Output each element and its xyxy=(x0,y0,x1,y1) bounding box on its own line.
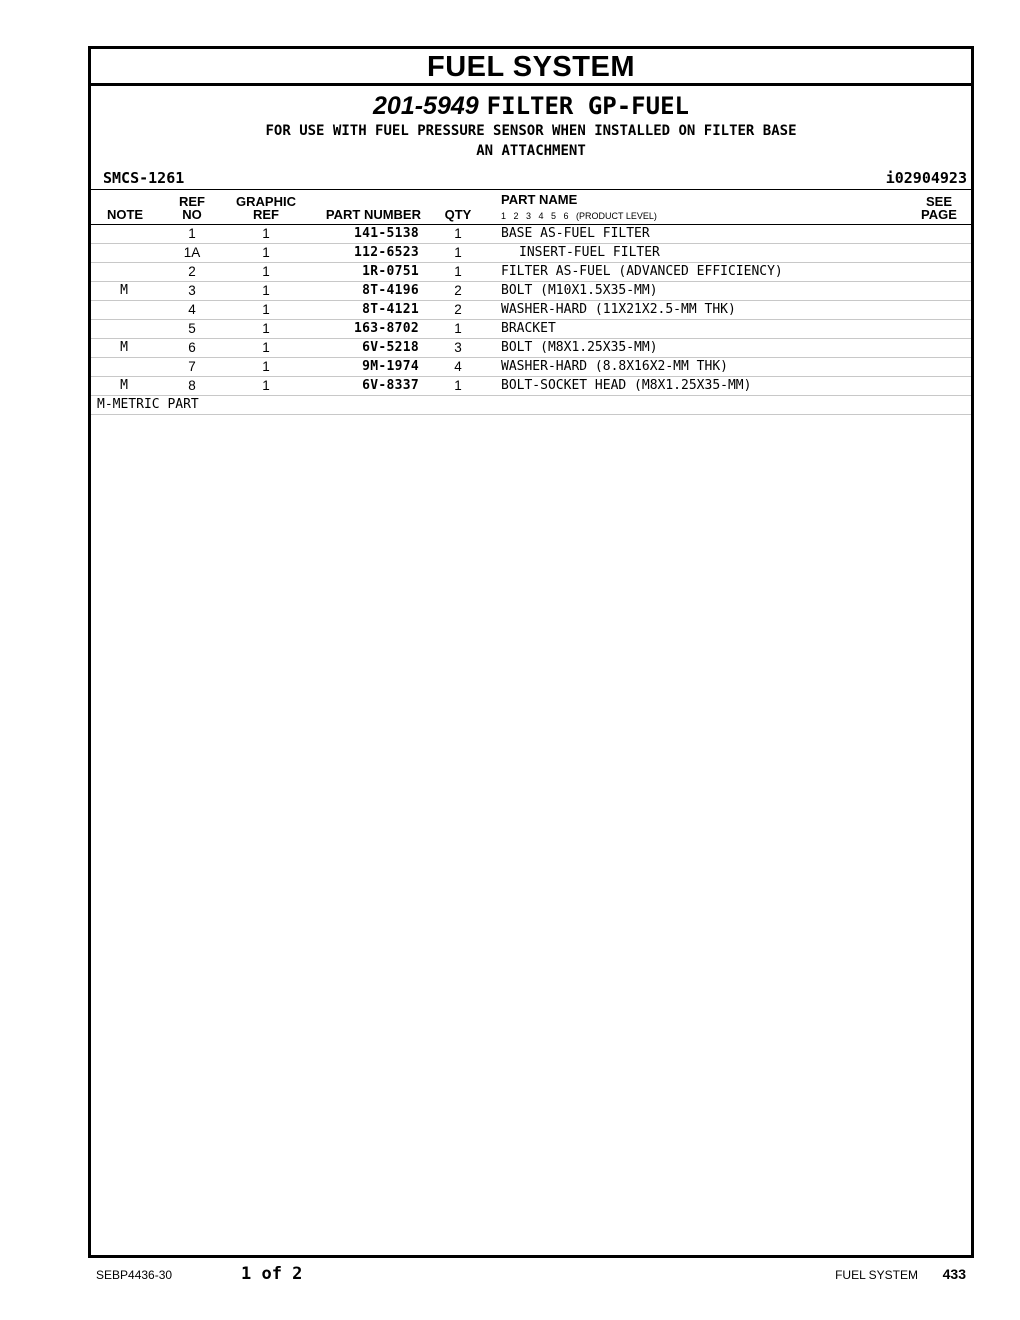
col-see-page-top: SEE xyxy=(925,194,952,209)
row-part-name: BOLT (M8X1.25X35-MM) xyxy=(501,340,658,355)
row-part-number: 8T-4121 xyxy=(362,302,419,317)
row-graphic-ref: 1 xyxy=(262,302,270,317)
table-row xyxy=(91,320,971,339)
row-part-number: 6V-8337 xyxy=(362,378,419,393)
row-part-number: 112-6523 xyxy=(353,245,419,260)
footer-section: FUEL SYSTEM xyxy=(835,1268,918,1282)
row-part-name: WASHER-HARD (8.8X16X2-MM THK) xyxy=(501,359,728,374)
col-part-name: PART NAME xyxy=(501,192,578,207)
row-graphic-ref: 1 xyxy=(262,226,270,241)
row-note: M xyxy=(120,340,128,355)
usage-line-2: AN ATTACHMENT xyxy=(476,143,586,159)
row-part-name: INSERT-FUEL FILTER xyxy=(519,245,660,260)
page-of-indicator: 1 of 2 xyxy=(241,1264,303,1284)
col-graphic-ref-bottom: REF xyxy=(253,207,279,222)
table-row xyxy=(91,263,971,282)
parts-sheet xyxy=(88,46,974,1258)
row-qty: 1 xyxy=(454,226,462,241)
row-graphic-ref: 1 xyxy=(262,264,270,279)
section-title: FUEL SYSTEM xyxy=(91,49,971,86)
col-product-levels: 1 2 3 4 5 6 (PRODUCT LEVEL) xyxy=(501,211,657,221)
col-note: NOTE xyxy=(106,207,144,222)
row-part-name: BRACKET xyxy=(501,321,556,336)
row-part-name: BASE AS-FUEL FILTER xyxy=(501,226,650,241)
row-ref-no: 7 xyxy=(188,359,196,374)
row-qty: 1 xyxy=(454,245,462,260)
metric-footnote: M-METRIC PART xyxy=(91,396,971,415)
col-graphic-ref-top: GRAPHIC xyxy=(236,194,296,209)
row-part-number: 9M-1974 xyxy=(362,359,419,374)
row-note: M xyxy=(120,283,128,298)
table-row xyxy=(91,244,971,263)
group-name: FILTER GP-FUEL xyxy=(486,92,689,120)
group-number: 201-5949 xyxy=(373,92,479,120)
col-ref-no-bottom: NO xyxy=(182,207,202,222)
row-ref-no: 1A xyxy=(183,245,201,260)
smcs-code: SMCS-1261 xyxy=(103,169,185,187)
col-part-number: PART NUMBER xyxy=(325,207,421,222)
table-row xyxy=(91,225,971,244)
illustration-id: i02904923 xyxy=(885,169,967,187)
row-part-number: 8T-4196 xyxy=(362,283,419,298)
row-part-number: 1R-0751 xyxy=(362,264,419,279)
row-part-number: 163-8702 xyxy=(353,321,419,336)
page-footer xyxy=(0,1264,1020,1288)
page-number: 433 xyxy=(942,1266,966,1282)
row-qty: 1 xyxy=(454,378,462,393)
row-ref-no: 8 xyxy=(188,378,196,393)
row-qty: 1 xyxy=(454,264,462,279)
row-qty: 1 xyxy=(454,321,462,336)
table-row xyxy=(91,282,971,301)
row-part-name: BOLT (M10X1.5X35-MM) xyxy=(501,283,658,298)
row-part-name: FILTER AS-FUEL (ADVANCED EFFICIENCY) xyxy=(501,264,783,279)
usage-line-1: FOR USE WITH FUEL PRESSURE SENSOR WHEN INSTALLED ON FILTER BASE xyxy=(265,123,797,139)
row-part-number: 141-5138 xyxy=(353,226,419,241)
table-row xyxy=(91,358,971,377)
row-ref-no: 2 xyxy=(188,264,196,279)
row-part-name: BOLT-SOCKET HEAD (M8X1.25X35-MM) xyxy=(501,378,752,393)
table-header xyxy=(91,189,971,225)
meta-line xyxy=(91,167,971,189)
row-part-number: 6V-5218 xyxy=(362,340,419,355)
row-qty: 3 xyxy=(454,340,462,355)
row-graphic-ref: 1 xyxy=(262,245,270,260)
col-qty: QTY xyxy=(444,207,472,222)
row-graphic-ref: 1 xyxy=(262,283,270,298)
row-qty: 2 xyxy=(454,302,462,317)
document-number: SEBP4436-30 xyxy=(96,1268,173,1282)
row-graphic-ref: 1 xyxy=(262,321,270,336)
table-row xyxy=(91,339,971,358)
row-note: M xyxy=(120,378,128,393)
row-qty: 2 xyxy=(454,283,462,298)
row-ref-no: 1 xyxy=(188,226,196,241)
parts-table-body xyxy=(91,225,971,415)
col-ref-no-top: REF xyxy=(179,194,205,209)
row-graphic-ref: 1 xyxy=(262,359,270,374)
row-ref-no: 6 xyxy=(188,340,196,355)
row-graphic-ref: 1 xyxy=(262,340,270,355)
col-see-page-bottom: PAGE xyxy=(921,207,957,222)
table-row xyxy=(91,301,971,320)
row-ref-no: 5 xyxy=(188,321,196,336)
table-row xyxy=(91,377,971,396)
row-qty: 4 xyxy=(454,359,462,374)
group-heading xyxy=(91,92,971,121)
row-graphic-ref: 1 xyxy=(262,378,270,393)
row-part-name: WASHER-HARD (11X21X2.5-MM THK) xyxy=(501,302,736,317)
row-ref-no: 3 xyxy=(188,283,196,298)
row-ref-no: 4 xyxy=(188,302,196,317)
